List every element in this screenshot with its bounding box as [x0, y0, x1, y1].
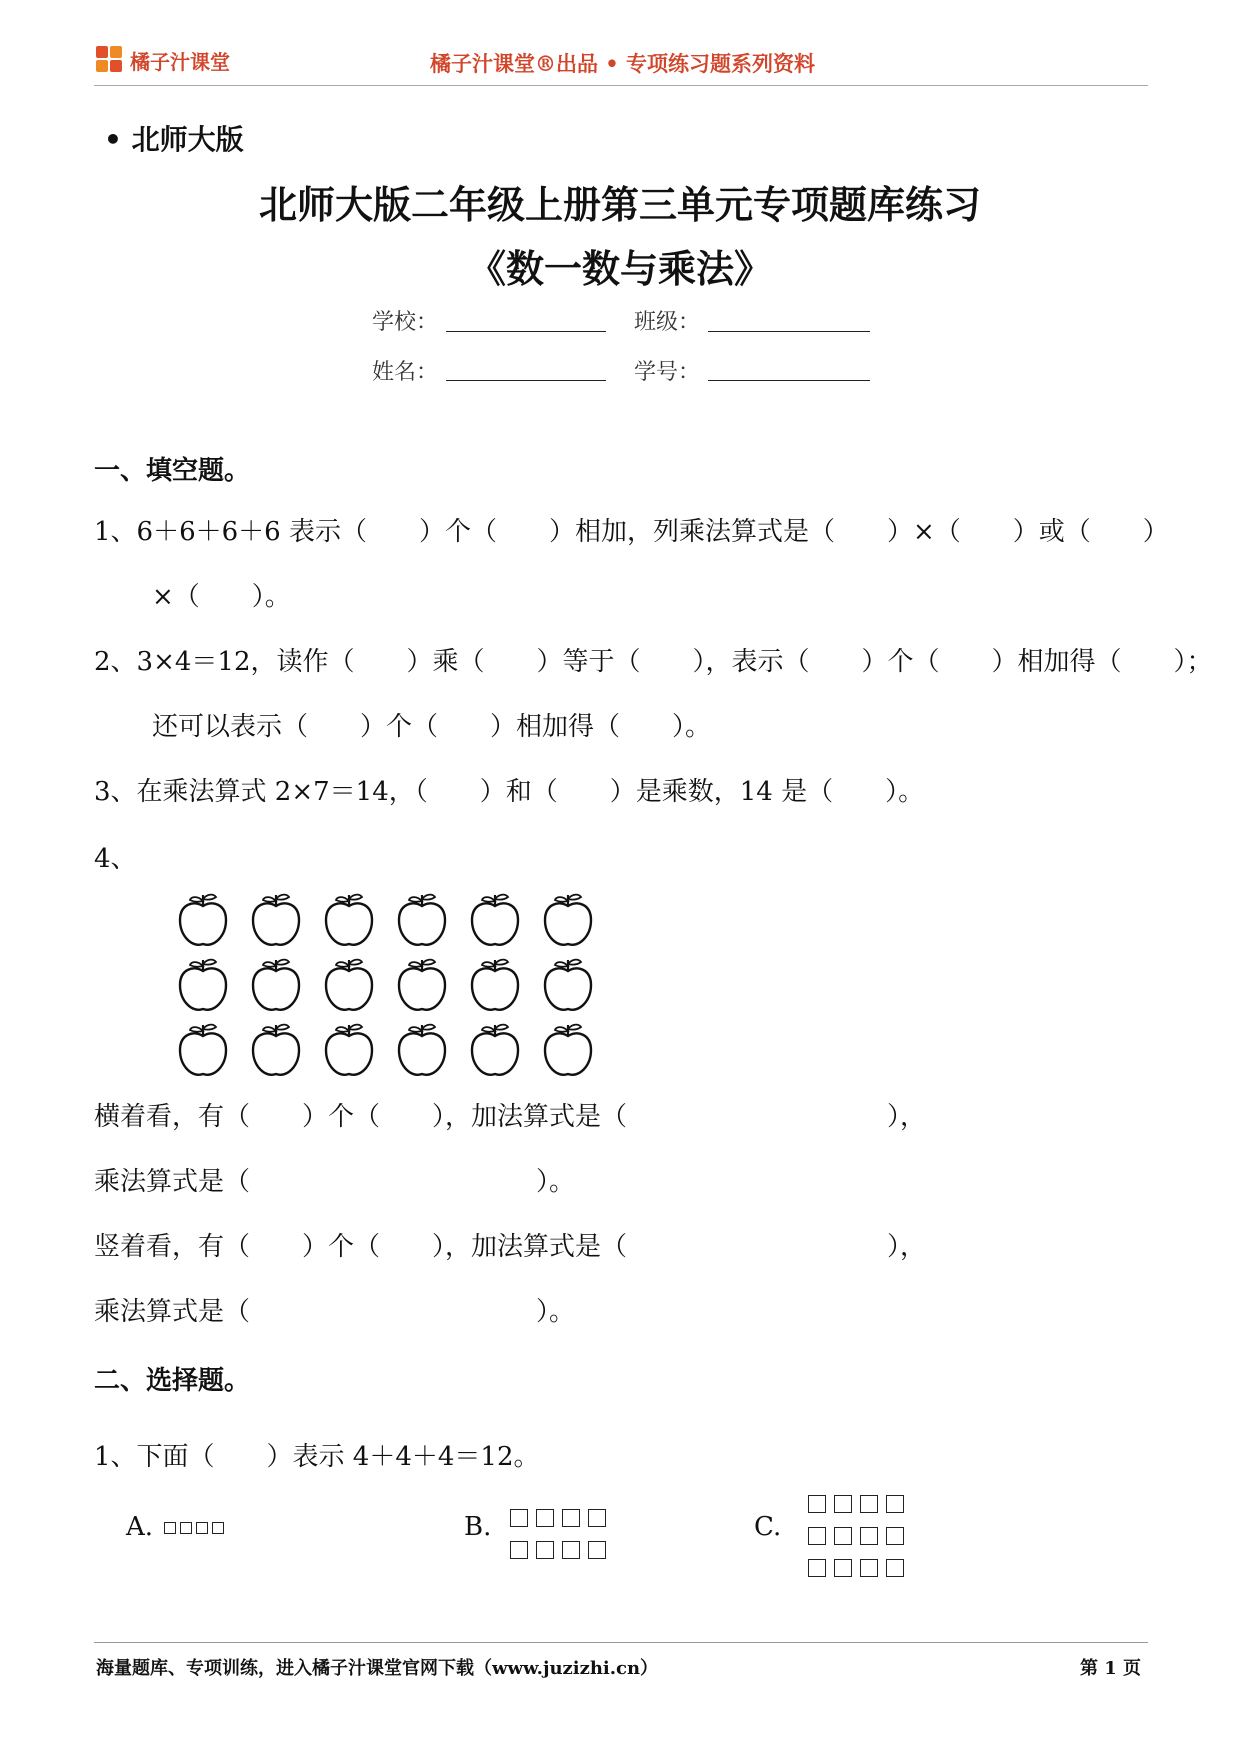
page-title: 北师大版二年级上册第三单元专项题库练习: [258, 182, 981, 227]
square-icon: [886, 1559, 904, 1577]
square-row: [808, 1552, 912, 1584]
square-icon: [588, 1541, 606, 1559]
apple-icon: [253, 1025, 299, 1075]
square-icon: [164, 1522, 176, 1534]
option-b[interactable]: [464, 1512, 491, 1542]
square-icon: [886, 1527, 904, 1545]
square-icon: [588, 1509, 606, 1527]
square-icon: [860, 1559, 878, 1577]
apple-icon: [326, 895, 372, 945]
question-1-line-1: 1、6＋6＋6＋6 表示（ ）个（ ）相加，列乘法算式是（ ）×（ ）或（ ）: [94, 517, 1169, 547]
question-4-line-4: 乘法算式是（ ）。: [94, 1297, 576, 1327]
square-icon: [860, 1495, 878, 1513]
apple-icon: [399, 1025, 445, 1075]
footer-divider: [94, 1642, 1148, 1643]
apple-icon: [545, 960, 591, 1010]
square-icon: [860, 1527, 878, 1545]
school-field[interactable]: [446, 331, 606, 332]
page-subtitle: 《数一数与乘法》: [467, 246, 772, 291]
square-icon: [834, 1559, 852, 1577]
question-4-line-1: 横着看，有（ ）个（ ），加法算式是（ ），: [94, 1102, 927, 1132]
choice-question-1: 1、下面（ ）表示 4＋4＋4＝12。: [94, 1442, 540, 1472]
apple-icon: [180, 960, 226, 1010]
square-icon: [180, 1522, 192, 1534]
apple-icon: [180, 895, 226, 945]
edition-tag: • 北师大版: [104, 123, 244, 156]
question-4-label: 4、: [94, 844, 137, 874]
question-1-line-2: ×（ ）。: [152, 582, 291, 612]
student-id-label: 学号：: [634, 360, 701, 385]
brand-name: 橘子汁课堂: [130, 50, 230, 74]
apple-icon: [472, 1025, 518, 1075]
square-row: [164, 1518, 228, 1538]
option-a-boxes: [164, 1518, 228, 1538]
name-label: 姓名：: [372, 360, 439, 385]
apple-icon: [180, 1025, 226, 1075]
square-row: [510, 1534, 614, 1566]
apple-icon: [399, 960, 445, 1010]
apple-icon: [326, 1025, 372, 1075]
question-2-line-2: 还可以表示（ ）个（ ）相加得（ ）。: [152, 712, 712, 742]
square-icon: [510, 1541, 528, 1559]
square-row: [510, 1502, 614, 1534]
apple-icon: [472, 960, 518, 1010]
apple-grid: [176, 892, 606, 1092]
square-icon: [834, 1495, 852, 1513]
question-2-line-1: 2、3×4＝12，读作（ ）乘（ ）等于（ ），表示（ ）个（ ）相加得（ ）；: [94, 647, 1213, 677]
section-heading-choice: 二、选择题。: [94, 1366, 251, 1396]
square-icon: [536, 1541, 554, 1559]
option-a[interactable]: [126, 1512, 153, 1542]
square-icon: [510, 1509, 528, 1527]
square-row: [808, 1520, 912, 1552]
apple-icon: [472, 895, 518, 945]
square-icon: [536, 1509, 554, 1527]
apple-grid-svg: [176, 892, 606, 1092]
class-label: 班级：: [634, 310, 701, 335]
option-b-boxes: [510, 1502, 614, 1566]
name-field[interactable]: [446, 380, 606, 381]
square-icon: [562, 1541, 580, 1559]
question-4-line-3: 竖着看，有（ ）个（ ），加法算式是（ ），: [94, 1232, 927, 1262]
question-3: 3、在乘法算式 2×7＝14，（ ）和（ ）是乘数，14 是（ ）。: [94, 777, 925, 807]
apple-icon: [326, 960, 372, 1010]
student-id-field[interactable]: [708, 380, 870, 381]
apple-icon: [545, 895, 591, 945]
footer-page-number: 第 1 页: [1080, 1658, 1142, 1679]
option-c[interactable]: [754, 1512, 781, 1542]
apple-icon: [545, 1025, 591, 1075]
option-c-label: C.: [754, 1512, 782, 1542]
square-icon: [808, 1527, 826, 1545]
square-icon: [886, 1495, 904, 1513]
apple-icon: [253, 960, 299, 1010]
school-label: 学校：: [372, 310, 439, 335]
apple-icon: [399, 895, 445, 945]
square-icon: [808, 1495, 826, 1513]
header-divider: [94, 85, 1148, 86]
square-icon: [562, 1509, 580, 1527]
question-4-line-2: 乘法算式是（ ）。: [94, 1167, 576, 1197]
square-icon: [834, 1527, 852, 1545]
square-row: [808, 1488, 912, 1520]
option-a-label: A.: [126, 1512, 154, 1542]
square-icon: [808, 1559, 826, 1577]
class-field[interactable]: [708, 331, 870, 332]
apple-icon: [253, 895, 299, 945]
section-heading-fill-blank: 一、填空题。: [94, 456, 251, 486]
option-c-boxes: [808, 1488, 912, 1584]
option-b-label: B.: [464, 1512, 492, 1542]
footer-left-text: 海量题库、专项训练，进入橘子汁课堂官网下载（www.juzizhi.cn）: [96, 1658, 659, 1679]
brand-logo: [96, 46, 124, 74]
header-center-text: 橘子汁课堂®出品 • 专项练习题系列资料: [430, 51, 816, 76]
square-icon: [212, 1522, 224, 1534]
square-icon: [196, 1522, 208, 1534]
